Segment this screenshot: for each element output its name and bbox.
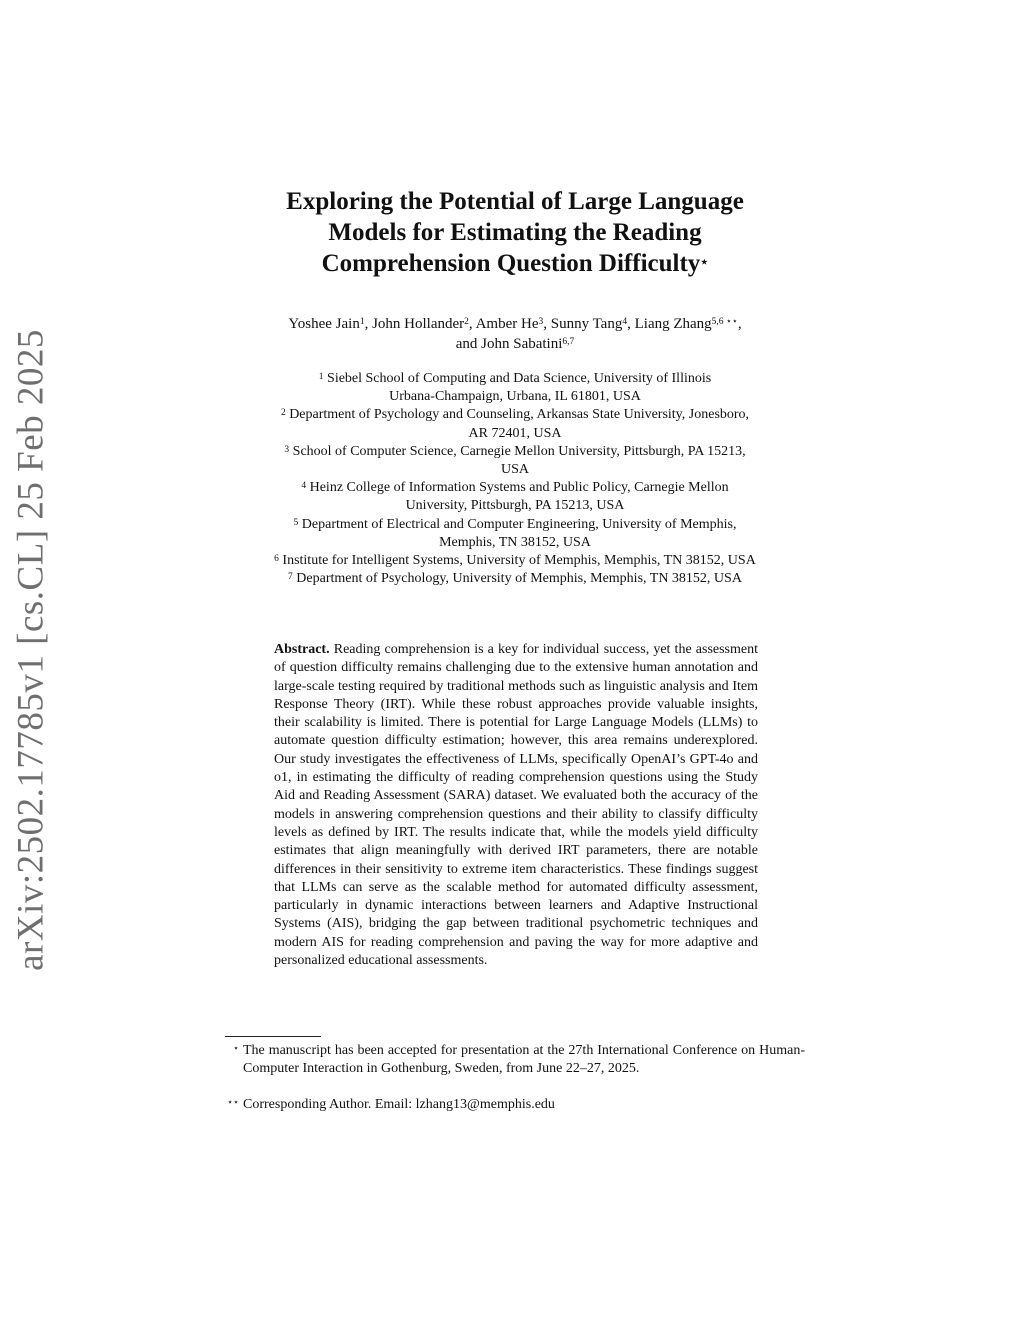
footnote-text: The manuscript has been accepted for presentation at the 27th International Conference on Human-Computer Interaction in Gothenburg, Sweden, from June 22–27, 2025. [243, 1043, 805, 1077]
affiliation-line: Department of Electrical and Computer Engineering, University of Memphis, [301, 516, 737, 532]
affiliation-line: School of Computer Science, Carnegie Mellon University, Pittsburgh, PA 15213, [292, 443, 746, 459]
affiliation [210, 552, 820, 570]
arxiv-identifier-text: arXiv:2502.17785v1 [cs.CL] 25 Feb 2025 [10, 329, 52, 971]
abstract-label: Abstract. [274, 642, 330, 657]
affiliation-line: Memphis, TN 38152, USA [439, 534, 591, 550]
title-line: Models for Estimating the Reading [328, 219, 702, 246]
affiliation-line: Siebel School of Computing and Data Science, University of Illinois [327, 371, 712, 386]
author-name: and John Sabatini [455, 336, 563, 352]
affiliation-line: AR 72401, USA [468, 425, 562, 441]
abstract-text: Reading comprehension is a key for individual success, yet the assessment of question difficulty remains challenging due to the extensive human annotation and large-scale testing required by traditional methods such as linguistic analysis and Item Response Theory (IRT). While these robust approaches provide valuable insights, their scalability is limited. There is potential for Large Language Models (LLMs) to automate question difficulty estimation; however, this area remains underexplored. Our study investigates the effectiveness of LLMs, specifically OpenAI’s GPT-4o and o1, in estimating the difficulty of reading comprehension questions using the Study Aid and Reading Assessment (SARA) dataset. We evaluated both the accuracy of the models in answering comprehension questions and their ability to classify difficulty levels as defined by IRT. The results indicate that, while the models yield difficulty estimates that align meaningfully with derived IRT parameters, there are notable differences in their sensitivity to extreme item characteristics. These findings suggest that LLMs can serve as the scalable method for automated difficulty assessment, particularly in dynamic interactions between learners and Adaptive Instructional Systems (AIS), bridging the gap between traditional psychometric techniques and modern AIS for reading comprehension and paving the way for more adaptive and personalized educational assessments. [274, 642, 758, 969]
footnote-mark [225, 1096, 239, 1114]
author-name: John Hollander [372, 316, 465, 332]
title-line [200, 248, 830, 279]
footnote-mark [225, 1042, 239, 1060]
affiliation [210, 370, 820, 406]
affiliation [210, 479, 820, 515]
affiliation-mark: 2 [280, 408, 286, 419]
author-affiliation-mark: 3 [538, 317, 544, 327]
author-affiliation-mark: 2 [464, 317, 469, 327]
title-line: Exploring the Potential of Large Language [286, 188, 744, 215]
author-name: Sunny Tang [550, 316, 623, 332]
author-separator: , [364, 316, 373, 332]
footnote-divider [225, 1036, 321, 1037]
affiliation-line: University, Pittsburgh, PA 15213, USA [405, 498, 625, 514]
affiliation-mark: 5 [293, 517, 299, 528]
abstract [274, 641, 758, 970]
author-separator: , [543, 316, 551, 332]
footnote [225, 1096, 805, 1114]
author-affiliation-mark: 5,6 ⋆⋆ [711, 317, 738, 327]
author-affiliation-mark: 1 [359, 317, 365, 327]
footnote-mark-symbol: ⋆ [233, 1044, 239, 1054]
affiliation-mark: 1 [318, 372, 324, 382]
affiliation-mark: 7 [288, 572, 293, 583]
footnote-text: Corresponding Author. Email: lzhang13@memphis.edu [243, 1097, 555, 1112]
affiliation-line: USA [500, 462, 529, 478]
affiliation [210, 443, 820, 479]
affiliation [210, 406, 820, 442]
arxiv-identifier-stamp [6, 329, 56, 971]
footnote-mark-symbol: ⋆⋆ [227, 1098, 239, 1108]
affiliation-line: Department of Psychology, University of Memphis, Memphis, TN 38152, USA [296, 571, 742, 587]
title-line-text: Comprehension Question Difficulty [321, 250, 701, 277]
author-separator: , [468, 316, 476, 332]
author-name: Liang Zhang [634, 316, 712, 332]
author-name: Yoshee Jain [288, 316, 360, 332]
affiliation [210, 570, 820, 588]
affiliation-line: Urbana-Champaign, Urbana, IL 61801, USA [389, 389, 641, 405]
author-list [200, 314, 830, 354]
author-name: Amber He [475, 316, 539, 332]
affiliation-mark: 3 [284, 444, 290, 455]
title-footnote-mark: ⋆ [700, 254, 709, 269]
affiliation-line: Heinz College of Information Systems and Public Policy, Carnegie Mellon [309, 480, 729, 496]
affiliation-list [210, 370, 820, 588]
footnote-body [225, 1042, 805, 1078]
affiliation-mark: 4 [301, 481, 307, 492]
footnote [225, 1042, 805, 1078]
affiliation [210, 516, 820, 552]
paper-title [200, 186, 830, 279]
affiliation-line: Institute for Intelligent Systems, University of Memphis, Memphis, TN 38152, USA [282, 553, 756, 569]
author-line [200, 334, 830, 354]
author-separator: , [627, 316, 635, 332]
affiliation-line: Department of Psychology and Counseling, Arkansas State University, Jonesboro, [289, 407, 750, 423]
author-affiliation-mark: 4 [622, 317, 628, 327]
author-affiliation-mark: 6,7 [562, 337, 575, 347]
affiliation-mark: 6 [274, 554, 279, 565]
author-separator: , [737, 316, 742, 332]
author-line [200, 314, 830, 334]
